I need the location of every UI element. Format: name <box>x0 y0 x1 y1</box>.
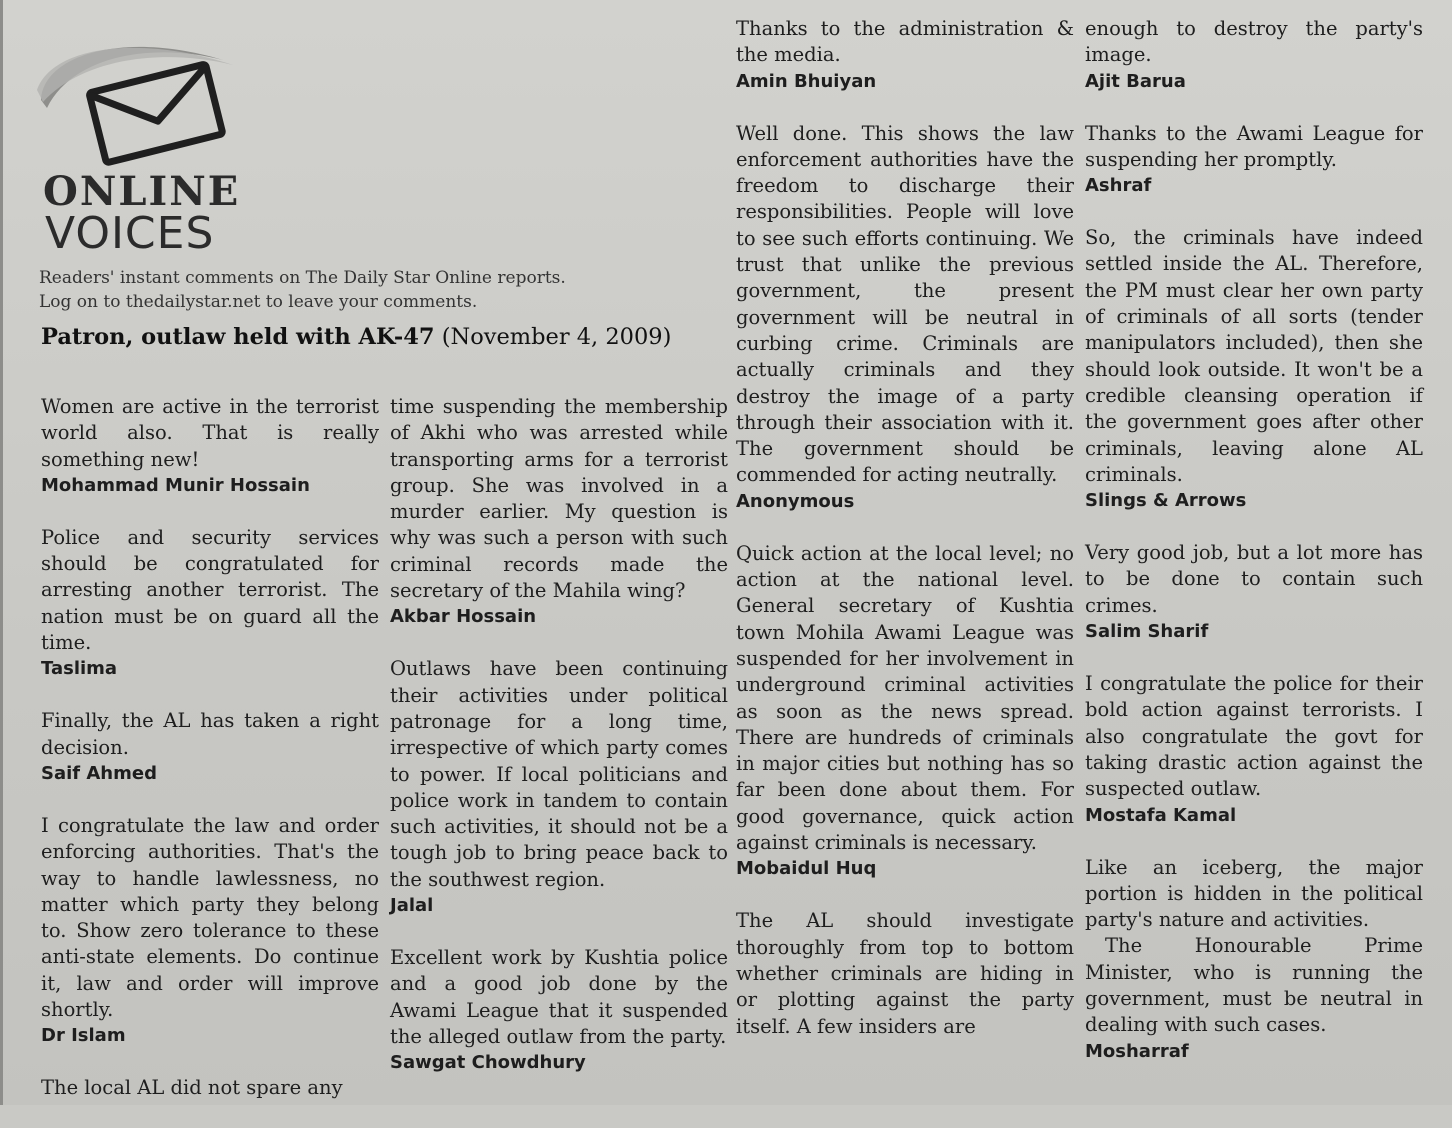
comment-text: Women are active in the terrorist world also. That is really something new! <box>41 395 379 471</box>
comment <box>41 708 379 787</box>
comments-column-2 <box>390 394 728 1102</box>
comment <box>41 525 379 682</box>
comment-author: Amin Bhuiyan <box>736 70 877 92</box>
comment <box>736 16 1074 95</box>
comment-text: Thanks to the administration & the media. <box>736 17 1074 67</box>
comment-text: time suspending the membership of Akhi who was arrested while transporting arms for a terrorist group. She was involved in a murder earlier. My question is why was such a person with such criminal records made the secretary of the Mahila wing? <box>390 395 728 603</box>
comment-author: Ashraf <box>1085 175 1152 197</box>
comment-author: Mosharraf <box>1085 1040 1189 1062</box>
comment-author: Mobaidul Huq <box>736 858 877 880</box>
article-headline <box>41 324 721 350</box>
comment-text: I congratulate the police for their bold action against terrorists. I also congratulate the govt for taking drastic action against the suspected outlaw. <box>1085 672 1423 801</box>
comment-author: Saif Ahmed <box>41 762 157 784</box>
comment-text: So, the criminals have indeed settled inside the AL. Therefore, the PM must clear her own party of criminals of all sorts (tender manipulators included), then she should look outside. It won't be a credible cleansing operation if the government goes after other criminals, leaving alone AL criminals. <box>1085 226 1423 486</box>
comment-text: The AL should investigate thoroughly from top to bottom whether criminals are hiding in or plotting against the party itself. A few insiders are <box>736 909 1074 1038</box>
comment-author: Slings & Arrows <box>1085 490 1247 512</box>
comment <box>736 541 1074 883</box>
comment-author: Taslima <box>41 658 118 680</box>
comment <box>736 121 1074 515</box>
comment <box>1085 855 1423 1065</box>
comment-text: Finally, the AL has taken a right decision. <box>41 709 379 759</box>
comment-author: Mohammad Munir Hossain <box>41 474 310 496</box>
comment-text: The local AL did not spare any <box>41 1076 343 1100</box>
section-tagline <box>39 266 719 314</box>
comment-text: Like an iceberg, the major portion is hidden in the political party's nature and activities. <box>1085 855 1423 932</box>
comment <box>41 1075 379 1101</box>
comment <box>736 908 1074 1039</box>
comment <box>1085 671 1423 828</box>
headline-date: (November 4, 2009) <box>434 324 672 350</box>
comment-text: Well done. This shows the law enforcement authorities have the freedom to discharge their responsibilities. People will love to see such efforts continuing. We trust that unlike the previous government, the present government will be neutral in curbing crime. Criminals are actually criminals and they destroy the image of a party through their association with it. The government should be commended for acting neutrally. <box>736 121 1074 487</box>
comment-text-continued: The Honourable Prime Minister, who is running the government, must be neutral in dealing with such cases. <box>1085 934 1423 1037</box>
comment-text: Thanks to the Awami League for suspending her promptly. <box>1085 121 1423 171</box>
envelope-icon <box>33 30 243 170</box>
comment-text: I congratulate the law and order enforcing authorities. That's the way to handle lawlessness, no matter which party they belong to. Show zero tolerance to these anti-state elements. Do continue it, law and order will improve shortly. <box>41 813 379 1022</box>
comment <box>41 394 379 499</box>
comment-author: Ajit Barua <box>1085 70 1186 92</box>
comment <box>1085 540 1423 645</box>
comment <box>1085 16 1423 95</box>
comment <box>390 945 728 1076</box>
comment <box>1085 225 1423 514</box>
comment-text: Police and security services should be congratulated for arresting another terrorist. The nation must be on guard all the time. <box>41 525 379 655</box>
section-title-voices: VOICES <box>45 208 215 259</box>
comments-column-4 <box>1085 16 1423 1091</box>
comment-author: Akbar Hossain <box>390 606 537 628</box>
tagline-line-2: Log on to thedailystar.net to leave your comments. <box>39 292 478 312</box>
comments-column-1 <box>41 394 379 1128</box>
comment <box>41 813 379 1049</box>
comment <box>390 394 728 630</box>
comment-text: Very good job, but a lot more has to be done to contain such crimes. <box>1085 541 1423 617</box>
comment-author: Sawgat Chowdhury <box>390 1052 586 1074</box>
comment-author: Anonymous <box>736 490 855 512</box>
comment-text: Quick action at the local level; no action at the national level. General secretary of Kushtia town Mohila Awami League was suspended for her involvement in underground criminal activities as soon as the news spread. There are hundreds of criminals in major cities but nothing has so far been done about them. For good governance, quick action against criminals is necessary. <box>736 541 1074 855</box>
comment-author: Mostafa Kamal <box>1085 804 1237 826</box>
comment-author: Salim Sharif <box>1085 621 1209 643</box>
comments-column-3 <box>736 16 1074 1066</box>
section-title-online: ONLINE <box>43 168 241 215</box>
comment <box>390 656 728 919</box>
comment-author: Dr Islam <box>41 1025 126 1047</box>
comment-author: Jalal <box>390 895 434 917</box>
comment-text: Outlaws have been continuing their activities under political patronage for a long time, irrespective of which party comes to power. If local politicians and police work in tandem to contain such activities, it should not be a tough job to bring peace back to the southwest region. <box>390 657 728 891</box>
tagline-line-1: Readers' instant comments on The Daily Star Online reports. <box>39 268 566 288</box>
headline-title: Patron, outlaw held with AK-47 <box>41 324 435 350</box>
comment-text: enough to destroy the party's image. <box>1085 17 1423 67</box>
comment-text: Excellent work by Kushtia police and a good job done by the Awami League that it suspended the alleged outlaw from the party. <box>390 946 728 1048</box>
comment <box>1085 121 1423 200</box>
